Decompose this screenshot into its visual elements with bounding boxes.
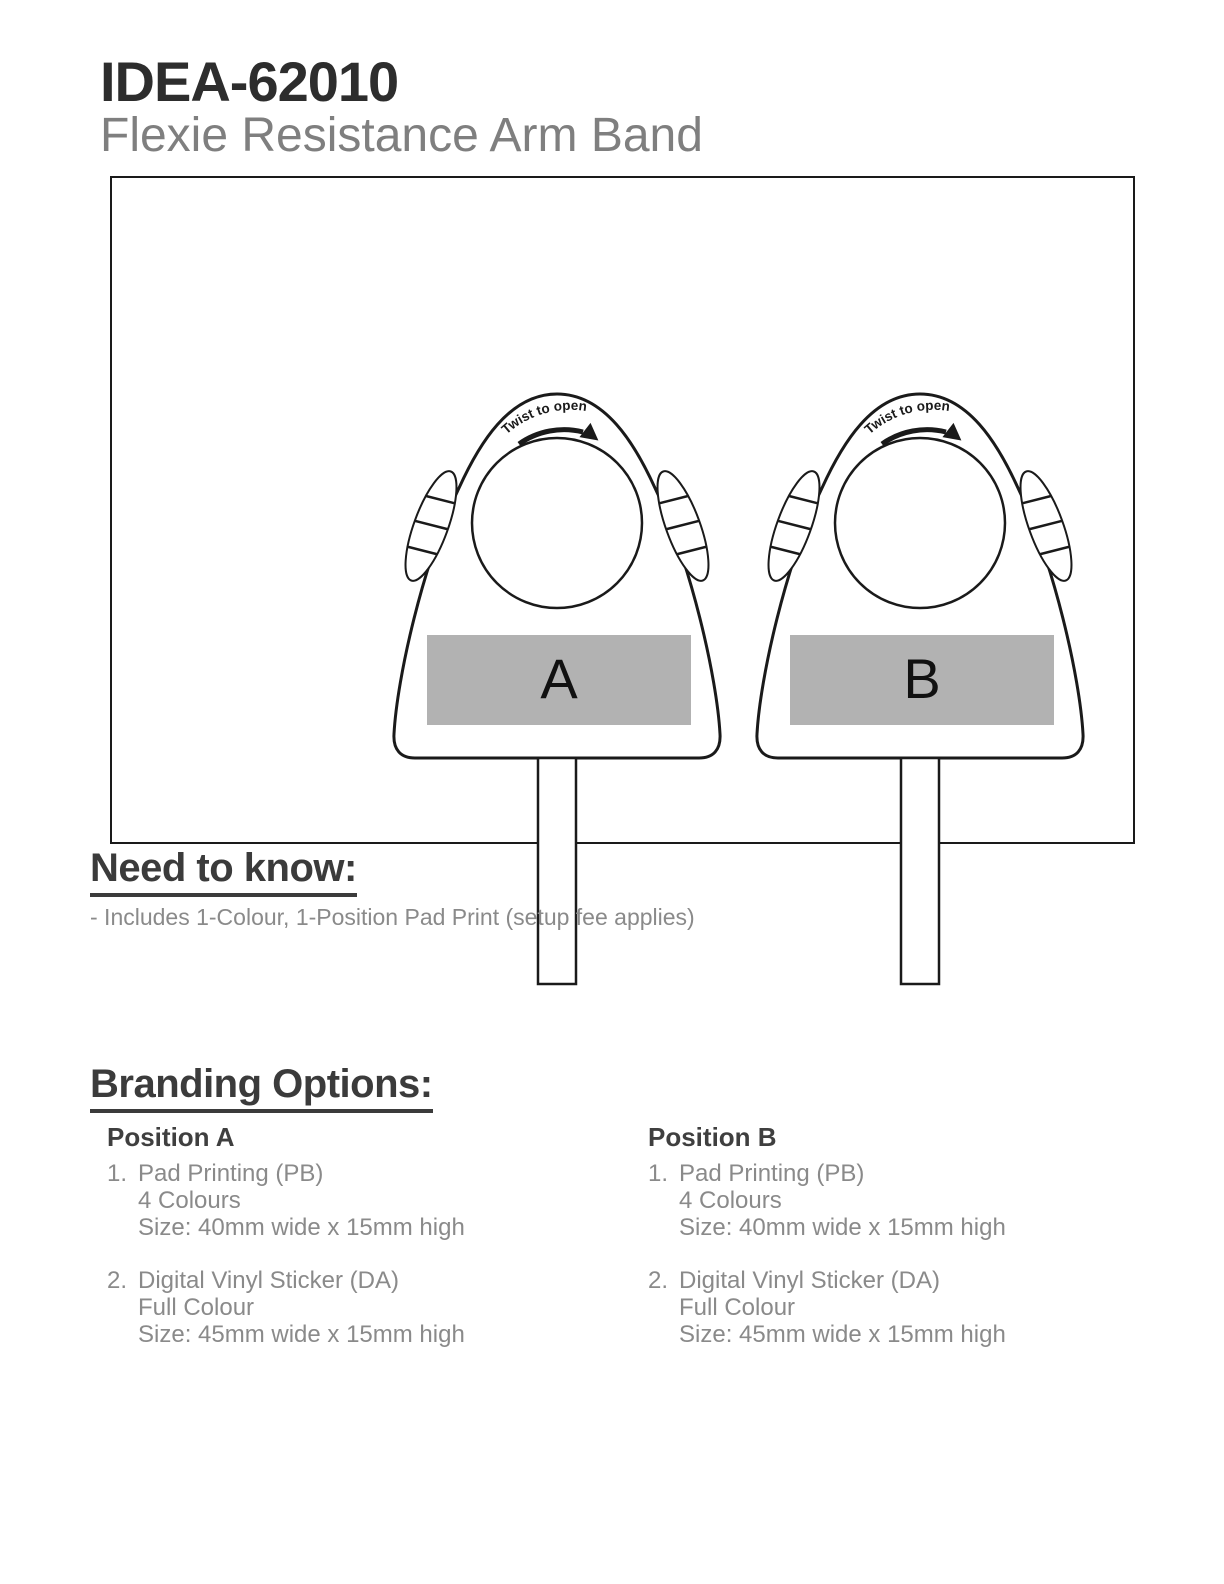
position-letter-b: B bbox=[903, 647, 941, 710]
item-method: Pad Printing (PB) bbox=[138, 1160, 324, 1187]
branding-option-item bbox=[648, 1160, 1188, 1241]
branding-option-item bbox=[107, 1267, 647, 1348]
arm-hole bbox=[835, 438, 1005, 608]
branding-options-heading: Branding Options: bbox=[90, 1064, 433, 1113]
branding-column-position-a bbox=[107, 1124, 647, 1374]
item-number: 1. bbox=[648, 1160, 669, 1187]
item-text bbox=[138, 1267, 465, 1348]
item-number: 1. bbox=[107, 1160, 128, 1187]
item-number: 2. bbox=[648, 1267, 669, 1294]
armband-strap bbox=[538, 758, 576, 984]
item-colours: 4 Colours bbox=[138, 1187, 241, 1214]
item-text bbox=[138, 1160, 465, 1241]
item-method: Digital Vinyl Sticker (DA) bbox=[679, 1267, 940, 1294]
item-size: Size: 45mm wide x 15mm high bbox=[138, 1321, 465, 1348]
item-colours: Full Colour bbox=[138, 1294, 255, 1321]
position-letter-a: A bbox=[540, 647, 578, 710]
item-method: Pad Printing (PB) bbox=[679, 1160, 865, 1187]
product-name-subtitle: Flexie Resistance Arm Band bbox=[100, 109, 703, 162]
armband-strap bbox=[901, 758, 939, 984]
item-colours: Full Colour bbox=[679, 1294, 796, 1321]
position-b-title: Position B bbox=[648, 1122, 777, 1152]
twist-to-open-text: Twist to open bbox=[861, 397, 951, 437]
item-size: Size: 45mm wide x 15mm high bbox=[679, 1321, 1006, 1348]
branding-option-item bbox=[107, 1160, 647, 1241]
need-to-know-heading: Need to know: bbox=[90, 848, 357, 897]
product-diagram-box bbox=[110, 176, 1135, 844]
item-text bbox=[679, 1160, 1006, 1241]
armband-drawing-a bbox=[387, 388, 727, 988]
item-colours: 4 Colours bbox=[679, 1187, 782, 1214]
position-a-title: Position A bbox=[107, 1122, 235, 1152]
item-size: Size: 40mm wide x 15mm high bbox=[679, 1214, 1006, 1241]
item-text bbox=[679, 1267, 1006, 1348]
item-method: Digital Vinyl Sticker (DA) bbox=[138, 1267, 399, 1294]
need-to-know-note: - Includes 1-Colour, 1-Position Pad Print (setup fee applies) bbox=[90, 904, 695, 930]
item-number: 2. bbox=[107, 1267, 128, 1294]
armband-drawing-b bbox=[750, 388, 1090, 988]
item-size: Size: 40mm wide x 15mm high bbox=[138, 1214, 465, 1241]
arm-hole bbox=[472, 438, 642, 608]
branding-column-position-b bbox=[648, 1124, 1188, 1374]
branding-option-item bbox=[648, 1267, 1188, 1348]
twist-to-open-text: Twist to open bbox=[498, 397, 588, 437]
product-code-title: IDEA-62010 bbox=[100, 50, 399, 113]
